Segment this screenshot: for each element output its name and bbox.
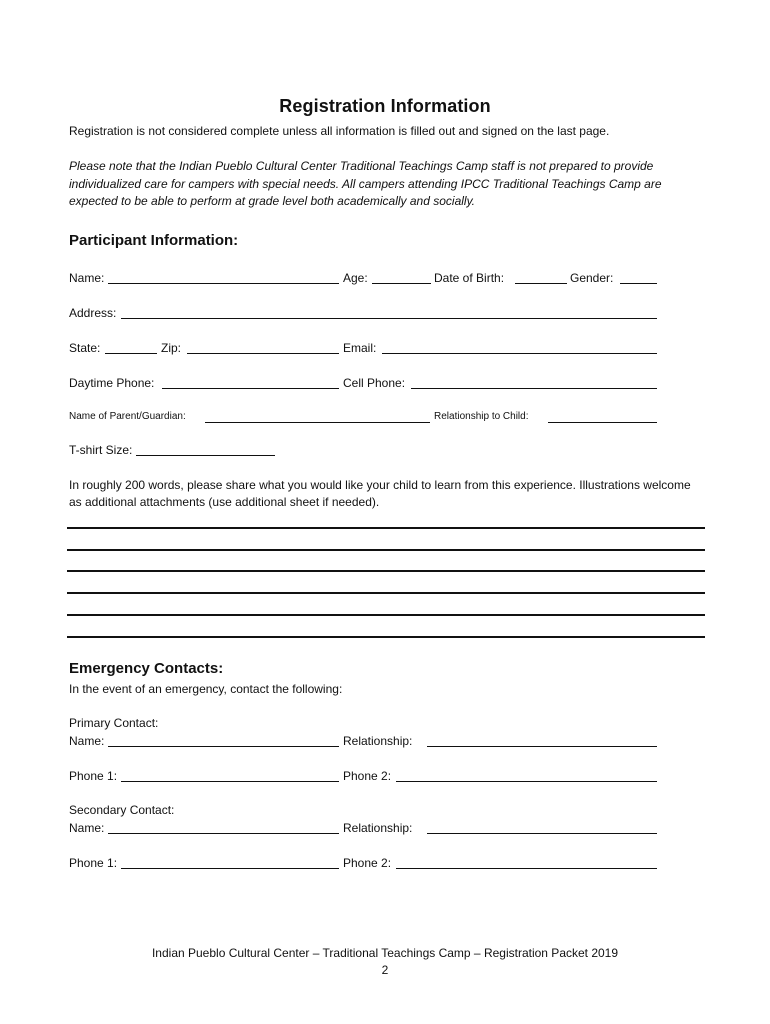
- page-footer: [0, 945, 770, 979]
- primary-name-field[interactable]: [108, 746, 339, 747]
- essay-prompt: In roughly 200 words, please share what you would like your child to learn from this experience. Illustrations welcome as additional attachments (use additional sheet if needed).: [69, 478, 691, 509]
- cell-phone-label: Cell Phone:: [343, 376, 406, 390]
- participant-row-1: [69, 270, 709, 286]
- participant-heading: Participant Information:: [69, 232, 239, 249]
- secondary-phone2-field[interactable]: [396, 868, 657, 869]
- primary-contact-label: Primary Contact:: [69, 716, 159, 730]
- primary-row-phones: [69, 768, 709, 784]
- zip-label: Zip:: [161, 341, 182, 355]
- address-field[interactable]: [121, 318, 657, 319]
- secondary-row-name: [69, 820, 709, 836]
- zip-field[interactable]: [187, 353, 339, 354]
- secondary-row-phones: [69, 855, 709, 871]
- page-number: 2: [381, 963, 389, 977]
- name-field[interactable]: [108, 283, 339, 284]
- email-field[interactable]: [382, 353, 657, 354]
- name-label: Name:: [69, 271, 105, 285]
- primary-relationship-label: Relationship:: [343, 734, 413, 748]
- secondary-contact-label: Secondary Contact:: [69, 803, 175, 817]
- essay-line[interactable]: [67, 614, 705, 616]
- gender-label: Gender:: [570, 271, 614, 285]
- secondary-relationship-label: Relationship:: [343, 821, 413, 835]
- primary-name-label: Name:: [69, 734, 105, 748]
- emergency-subtext: In the event of an emergency, contact the following:: [69, 682, 343, 696]
- footer-text: Indian Pueblo Cultural Center – Traditional Teachings Camp – Registration Packet 2019: [151, 946, 619, 960]
- parent-field[interactable]: [205, 422, 430, 423]
- primary-phone1-label: Phone 1:: [69, 769, 118, 783]
- page-title: Registration Information: [279, 96, 491, 116]
- participant-row-state: [69, 340, 709, 356]
- primary-phone1-field[interactable]: [121, 781, 339, 782]
- secondary-phone1-label: Phone 1:: [69, 856, 118, 870]
- address-label: Address:: [69, 306, 117, 320]
- state-label: State:: [69, 341, 101, 355]
- primary-phone2-field[interactable]: [396, 781, 657, 782]
- participant-row-parent: [69, 409, 709, 425]
- email-label: Email:: [343, 341, 377, 355]
- daytime-phone-field[interactable]: [162, 388, 339, 389]
- intro-text: Registration is not considered complete unless all information is filled out and signed on the last page.: [69, 124, 610, 138]
- special-needs-note: Please note that the Indian Pueblo Cultural Center Traditional Teachings Camp staff is not prepared to provide individualized care for campers with special needs. All campers attending IPCC Traditional Teachings Camp are expected to be able to perform at grade level both academically and socially.: [69, 159, 662, 208]
- dob-label: Date of Birth:: [434, 271, 505, 285]
- tshirt-label: T-shirt Size:: [69, 443, 133, 457]
- primary-phone2-label: Phone 2:: [343, 769, 392, 783]
- participant-row-tshirt: [69, 442, 709, 458]
- primary-relationship-field[interactable]: [427, 746, 657, 747]
- relationship-child-field[interactable]: [548, 422, 657, 423]
- relationship-child-label: Relationship to Child:: [434, 411, 529, 422]
- daytime-phone-label: Daytime Phone:: [69, 376, 155, 390]
- emergency-heading: Emergency Contacts:: [69, 660, 224, 677]
- secondary-phone1-field[interactable]: [121, 868, 339, 869]
- tshirt-field[interactable]: [136, 455, 275, 456]
- primary-row-name: [69, 733, 709, 749]
- age-field[interactable]: [372, 283, 431, 284]
- secondary-name-label: Name:: [69, 821, 105, 835]
- state-field[interactable]: [105, 353, 157, 354]
- essay-line[interactable]: [67, 592, 705, 594]
- secondary-phone2-label: Phone 2:: [343, 856, 392, 870]
- age-label: Age:: [343, 271, 368, 285]
- gender-field[interactable]: [620, 283, 657, 284]
- participant-row-phones: [69, 375, 709, 391]
- essay-line[interactable]: [67, 636, 705, 638]
- secondary-name-field[interactable]: [108, 833, 339, 834]
- secondary-relationship-field[interactable]: [427, 833, 657, 834]
- cell-phone-field[interactable]: [411, 388, 657, 389]
- essay-line[interactable]: [67, 570, 705, 572]
- essay-line[interactable]: [67, 549, 705, 551]
- dob-field[interactable]: [515, 283, 567, 284]
- parent-label: Name of Parent/Guardian:: [69, 411, 186, 422]
- participant-row-address: [69, 305, 709, 321]
- essay-line[interactable]: [67, 527, 705, 529]
